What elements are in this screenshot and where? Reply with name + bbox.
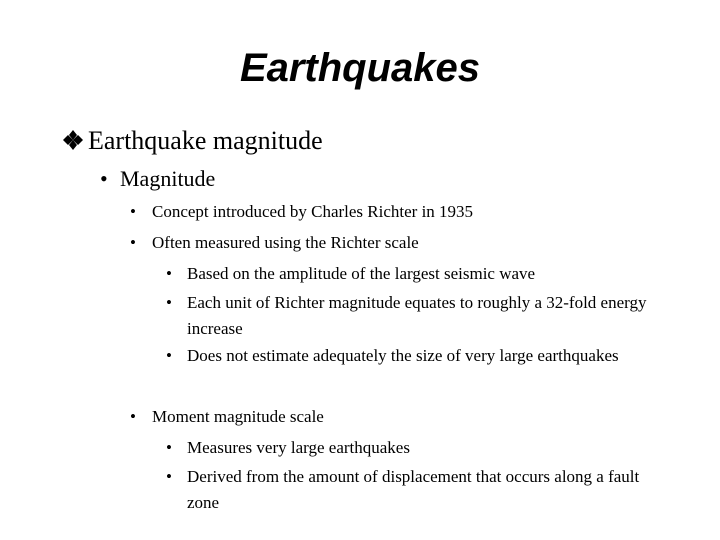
slide-title: Earthquakes — [239, 46, 481, 90]
bullet-dot-icon: • — [166, 438, 172, 457]
sub-item-text: Does not estimate adequately the size of very large earthquakes — [187, 346, 619, 365]
heading-text: Earthquake magnitude — [88, 126, 323, 155]
sub-item-text: Measures very large earthquakes — [187, 438, 410, 457]
bullet-dot-icon: • — [130, 202, 136, 221]
bullet-dot-icon: • — [100, 166, 108, 191]
sub-item-displacement — [166, 464, 647, 516]
sub-item-text: Each unit of Richter magnitude equates to roughly a 32-fold energy increase — [187, 293, 647, 338]
list-item-text: Often measured using the Richter scale — [152, 233, 419, 252]
list-item-moment-magnitude — [130, 405, 324, 429]
bullet-dot-icon: • — [166, 293, 172, 312]
sub-item-energy — [166, 290, 657, 342]
list-item-text: Concept introduced by Charles Richter in 1935 — [152, 202, 474, 221]
level2-item-magnitude — [100, 165, 215, 193]
bullet-dot-icon: • — [166, 467, 172, 486]
bullet-dot-icon: • — [130, 233, 136, 252]
bullet-dot-icon: • — [166, 346, 172, 365]
list-item-richter-scale — [130, 231, 419, 255]
sub-item-text: Derived from the amount of displacement that occurs along a fault zone — [187, 467, 640, 512]
sub-item-large-earthquakes — [166, 435, 657, 461]
list-item-concept — [130, 200, 473, 224]
bullet-dot-icon: • — [166, 264, 172, 283]
list-item-text: Moment magnitude scale — [152, 407, 324, 426]
diamond-cluster-icon — [62, 124, 88, 158]
level2-text: Magnitude — [120, 166, 216, 191]
sub-item-text: Based on the amplitude of the largest seismic wave — [187, 264, 536, 283]
heading-bullet-item — [62, 124, 323, 158]
sub-item-limitation — [166, 343, 627, 369]
bullet-dot-icon: • — [130, 407, 136, 426]
sub-item-amplitude — [166, 261, 657, 287]
